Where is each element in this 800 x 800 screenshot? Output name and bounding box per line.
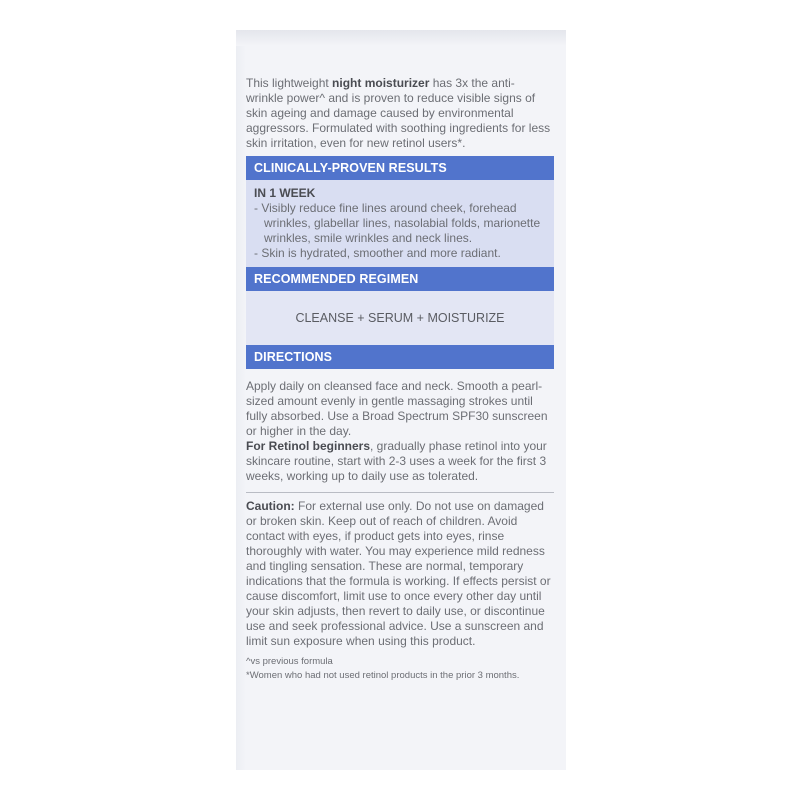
intro-text-end: has 3x the anti-wrinkle power^ and is proven to reduce visible signs of skin ageing and damage caused by environmental aggressors. Formulated with soothing ingredients for less skin irritation, even for new retinol users*. xyxy=(246,76,551,150)
section-divider xyxy=(246,492,554,493)
caution-text xyxy=(246,499,554,649)
results-panel xyxy=(246,180,554,267)
footnote-caret: ^vs previous formula xyxy=(246,656,333,667)
beginners-text: , gradually phase retinol into your skincare routine, start with 2-3 uses a week for the first 3 weeks, working up to daily use as tolerated. xyxy=(246,439,547,483)
caution-label: Caution: xyxy=(246,499,295,513)
intro-paragraph xyxy=(246,76,554,151)
beginners-label: For Retinol beginners xyxy=(246,439,371,453)
intro-product-name: night moisturizer xyxy=(332,76,430,90)
box-top-edge xyxy=(236,30,566,46)
regimen-header: RECOMMENDED REGIMEN xyxy=(246,267,554,291)
result-bullet: - Visibly reduce fine lines around cheek, forehead wrinkles, glabellar lines, nasolabial folds, marionette wrinkles, smile wrinkles and neck lines. xyxy=(254,201,541,245)
regimen-steps: CLEANSE + SERUM + MOISTURIZE xyxy=(246,291,554,345)
caution-body: For external use only. Do not use on damaged or broken skin. Keep out of reach of children. Avoid contact with eyes, if product gets into eyes, rinse thoroughly with water. You may experience mild redness and tingling sensation. These are normal, temporary indications that the formula is working. If effects persist or cause discomfort, limit use to once every other day until your skin adjusts, then revert to daily use, or discontinue use and seek professional advice. Use a sunscreen and limit sun exposure when using this product. xyxy=(246,499,551,648)
result-bullet: - Skin is hydrated, smoother and more radiant. xyxy=(254,246,501,260)
results-header: CLINICALLY-PROVEN RESULTS xyxy=(246,156,554,180)
box-left-edge xyxy=(236,46,246,770)
week-label: IN 1 WEEK xyxy=(254,186,316,200)
label-content xyxy=(246,76,554,683)
footnote-star: *Women who had not used retinol products in the prior 3 months. xyxy=(246,670,520,681)
intro-text-start: This lightweight xyxy=(246,76,333,90)
directions-header: DIRECTIONS xyxy=(246,345,554,369)
directions-text xyxy=(246,369,554,492)
directions-body: Apply daily on cleansed face and neck. Smooth a pearl-sized amount evenly in gentle massaging strokes until fully absorbed. Use a Broad Spectrum SPF30 sunscreen or higher in the day. xyxy=(246,379,548,438)
